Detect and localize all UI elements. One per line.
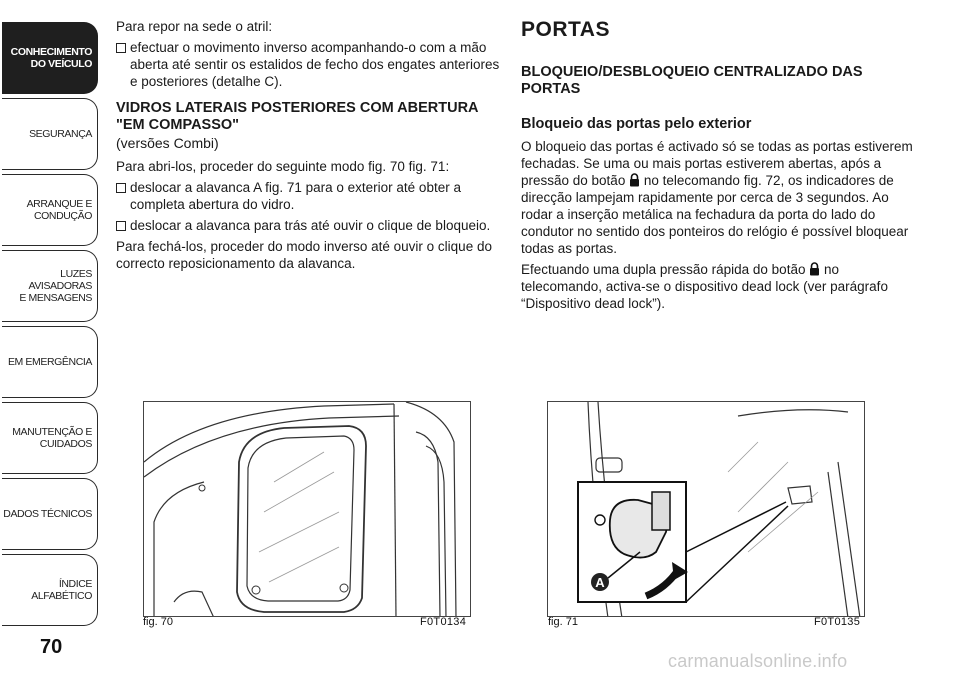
chapter-title-portas: PORTAS [521,18,610,41]
tab-dados-tecnicos[interactable]: DADOS TÉCNICOS [2,478,98,550]
paragraph-part: Efectuando uma dupla pressão rápida do botão [521,262,806,277]
section-subtitle: (versões Combi) [116,135,219,151]
tab-indice-alfabetico[interactable]: ÍNDICE ALFABÉTICO [2,554,98,626]
lock-icon [629,173,640,187]
callout-a: A [595,575,605,590]
paragraph-part: no telecomando, activa-se o dispositivo dead lock (ver parágrafo “Dispositivo dead lock”). [521,262,888,311]
paragraph-dead-lock [521,261,921,312]
tab-seguranca[interactable]: SEGURANÇA [2,98,98,170]
rear-side-window-illustration [144,402,471,617]
bullet-item: efectuar o movimento inverso acompanhando-o com a mão aberta até sentir os estalidos de fecho dos engates anteriores e posteriores (detalhe C). [116,39,501,90]
section-title-bloqueio: BLOQUEIO/DESBLOQUEIO CENTRALIZADO DAS PORTAS [521,64,863,97]
paragraph-bloqueio [521,138,921,257]
tab-em-emergencia[interactable]: EM EMERGÊNCIA [2,326,98,398]
bullet-item: deslocar a alavanca para trás até ouvir o clique de bloqueio. [116,217,501,234]
bullet-item: deslocar a alavanca A fig. 71 para o exterior até obter a completa abertura do vidro. [116,179,501,213]
paragraph: Para fechá-los, proceder do modo inverso até ouvir o clique do correcto reposicionamento da alavanca. [116,239,492,271]
figure-71-label: fig. 71 [548,616,578,628]
figure-70-image [143,401,471,617]
figure-71-image [547,401,865,617]
right-column [521,18,921,316]
paragraph: Para abri-los, proceder do seguinte modo fig. 70 fig. 71: [116,159,450,174]
tab-conhecimento-do-veiculo[interactable]: CONHECIMENTO DO VEÍCULO [2,22,98,94]
window-lever-illustration [548,402,865,617]
paragraph-part: no telecomando fig. 72, os indicadores de direcção lampejam rapidamente por cerca de 3 segundos. Ao rodar a inserção metálica na fechadura da porta do lado do condutor no sentido dos ponteiros do relógio é possível bloquear todas as portas. [521,173,909,256]
left-column [116,18,501,276]
page-number: 70 [40,636,63,658]
figure-71-code: F0T0135 [814,616,861,628]
intro-text: Para repor na sede o atril: [116,19,273,34]
watermark: carmanualsonline.info [668,651,848,671]
figure-70-code: F0T0134 [420,616,467,628]
subsection-title: Bloqueio das portas pelo exterior [521,116,752,132]
tab-luzes-avisadoras[interactable]: LUZES AVISADORAS E MENSAGENS [2,250,98,322]
tab-manutencao-e-cuidados[interactable]: MANUTENÇÃO E CUIDADOS [2,402,98,474]
figure-70-label: fig. 70 [143,616,173,628]
section-title-vidros: VIDROS LATERAIS POSTERIORES COM ABERTURA "EM COMPASSO" [116,100,478,133]
tab-arranque-e-conducao[interactable]: ARRANQUE E CONDUÇÃO [2,174,98,246]
lock-icon [809,262,820,276]
paragraph-part: O bloqueio das portas é activado só se todas as portas estiverem fechadas. Se uma ou mais portas estiverem abertas, após a pressão do botão [521,139,913,188]
